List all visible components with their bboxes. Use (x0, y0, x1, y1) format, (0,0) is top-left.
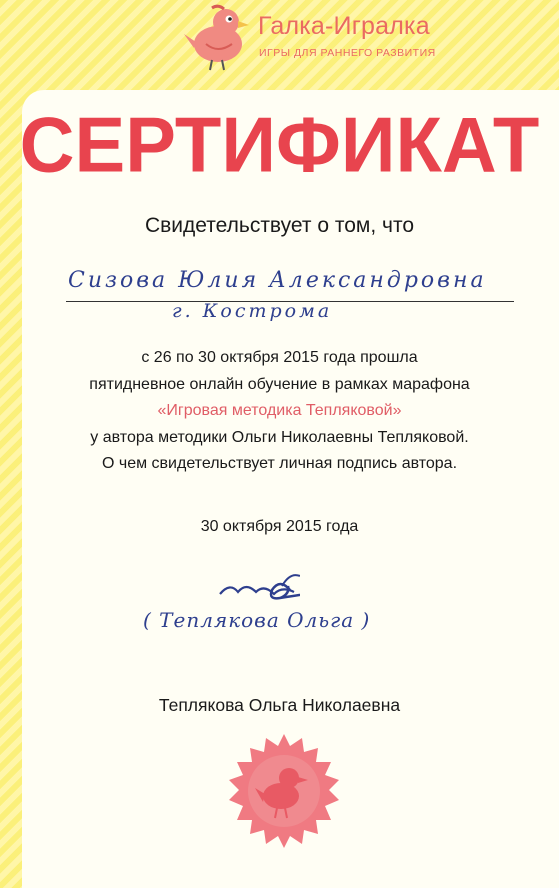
certificate-title: СЕРТИФИКАТ (19, 102, 540, 189)
logo-name: Галка-Игралка (258, 12, 430, 40)
bird-icon (182, 4, 254, 72)
body-line: О чем свидетельствует личная подпись автора. (101, 455, 458, 472)
signature-handwriting: ( Теплякова Ольга ) (143, 608, 371, 632)
seal-stamp (225, 732, 343, 850)
recipient-name: Сизова Юлия Александровна (68, 268, 487, 293)
body-line: пятидневное онлайн обучение в рамках марафона (89, 375, 470, 393)
body-line: с 26 по 30 октября 2015 года прошла (141, 349, 418, 366)
witness-line: Свидетельствует о том, что (144, 214, 415, 237)
issue-date: 30 октября 2015 года (200, 518, 359, 535)
certificate-body (0, 345, 559, 478)
logo-subtitle: ИГРЫ ДЛЯ РАННЕГО РАЗВИТИЯ (259, 47, 436, 59)
brand-logo (182, 4, 442, 72)
body-line: у автора методики Ольги Николаевны Тепляковой. (90, 428, 469, 446)
recipient-city: г. Кострома (172, 300, 333, 322)
author-name: Теплякова Ольга Николаевна (158, 695, 401, 715)
marathon-name: «Игровая методика Тепляковой» (157, 402, 402, 419)
